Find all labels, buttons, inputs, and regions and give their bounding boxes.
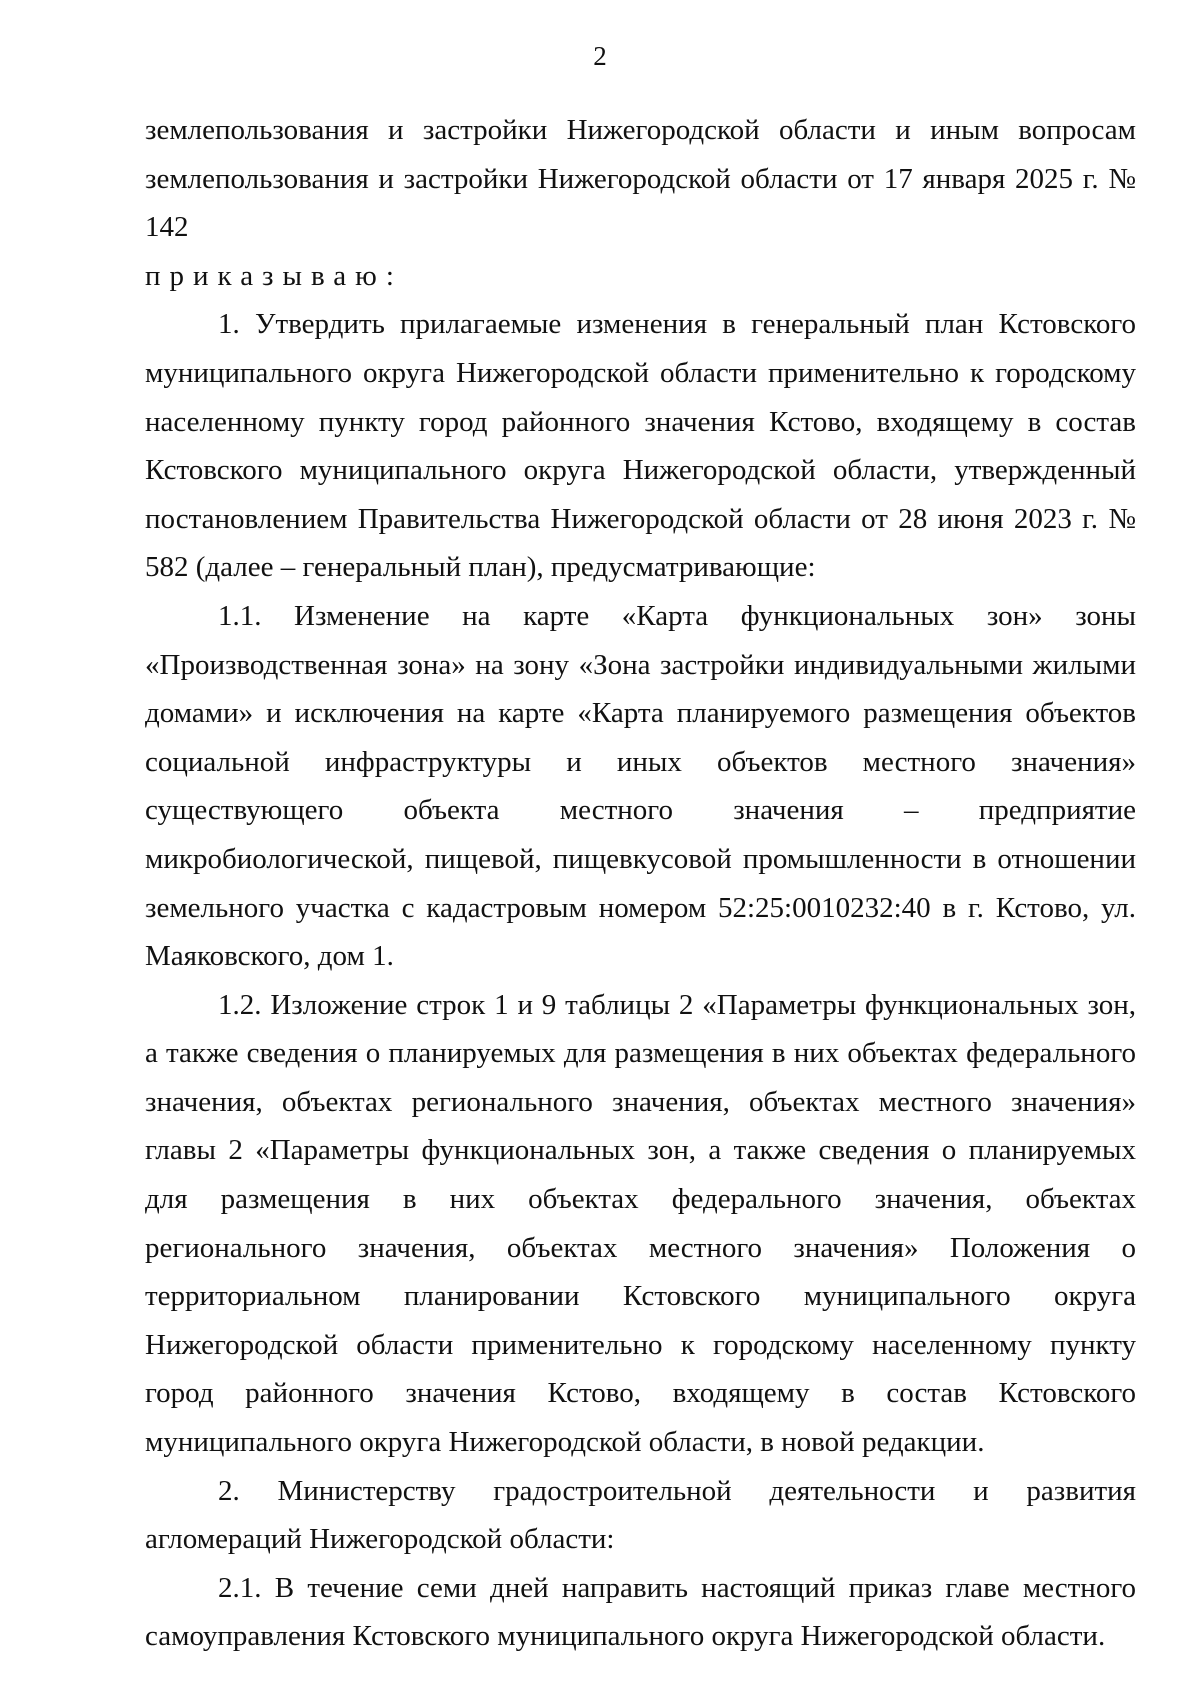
paragraph-continuation: землепользования и застройки Нижегородской области и иным вопросам землепользования и застройки Нижегородской области от 17 января 2025 г. № 142	[145, 114, 1136, 244]
paragraph-item-2-1: 2.1. В течение семи дней направить настоящий приказ главе местного самоуправления Кстовского муниципального округа Нижегородской области.	[145, 1571, 1136, 1653]
paragraph-order-word: приказываю:	[145, 259, 403, 292]
paragraph-item-1-2: 1.2. Изложение строк 1 и 9 таблицы 2 «Параметры функциональных зон, а также сведения о планируемых для размещения в них объектах федерального значения, объектах регионального значения, объектах местного значения» главы 2 «Параметры функциональных зон, а также сведения о планируемых для размещения в них объектах федерального значения, объектах регионального значения, объектах местного значения» Положения о территориальном планировании Кстовского муниципального округа Нижегородской области применительно к городскому населенному пункту город районного значения Кстово, входящему в состав Кстовского муниципального округа Нижегородской области, в новой редакции.	[145, 988, 1136, 1459]
paragraph-item-2: 2. Министерству градостроительной деятельности и развития агломераций Нижегородской области:	[145, 1474, 1136, 1556]
document-body	[145, 106, 1136, 1661]
page-number: 2	[593, 41, 607, 71]
paragraph-item-1-1: 1.1. Изменение на карте «Карта функциональных зон» зоны «Производственная зона» на зону «Зона застройки индивидуальными жилыми домами» и исключения на карте «Карта планируемого размещения объектов социальной инфраструктуры и иных объектов местного значения» существующего объекта местного значения – предприятие микробиологической, пищевой, пищевкусовой промышленности в отношении земельного участка с кадастровым номером 52:25:0010232:40 в г. Кстово, ул. Маяковского, дом 1.	[145, 599, 1136, 973]
paragraph-item-1: 1. Утвердить прилагаемые изменения в генеральный план Кстовского муниципального округа Нижегородской области применительно к городскому населенному пункту город районного значения Кстово, входящему в состав Кстовского муниципального округа Нижегородской области, утвержденный постановлением Правительства Нижегородской области от 28 июня 2023 г. № 582 (далее – генеральный план), предусматривающие:	[145, 308, 1136, 584]
